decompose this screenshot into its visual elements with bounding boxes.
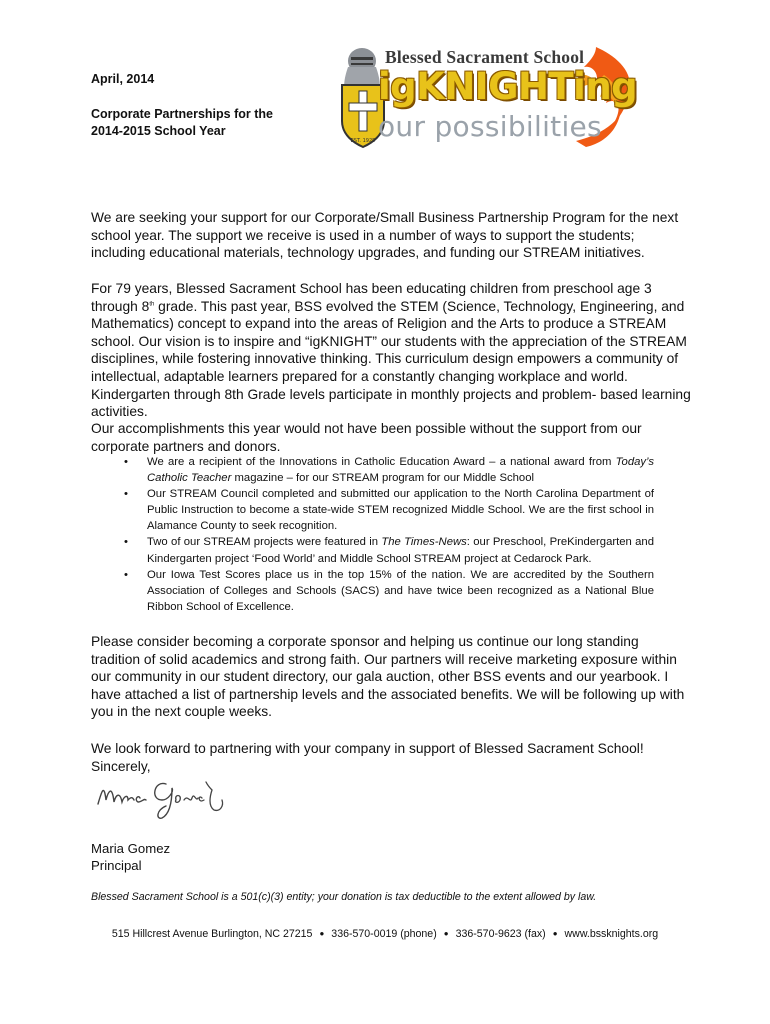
publication-name: The Times-News [381, 536, 467, 549]
valediction: Sincerely, [91, 758, 151, 774]
signer-name: Maria Gomez [91, 841, 171, 856]
sponsor-request-paragraph: Please consider becoming a corporate sponsor and helping us continue our long standing tradition of solid academics and strong faith. Our partners will receive marketing exposure within our community in our student directory, our gala auction, other BSS events and our yearbook. I have attached a list of partnership levels and the associated benefits. We will be following up with you in the next couple weeks. [91, 634, 685, 720]
letter-subject [91, 106, 331, 140]
list-item [124, 534, 654, 566]
separator-icon: ● [319, 929, 325, 938]
footer-website[interactable]: www.bssknights.org [564, 928, 659, 940]
logo-school-name: Blessed Sacrament School [385, 47, 585, 67]
list-item-text: magazine – for our STREAM program for our Middle School [231, 472, 534, 485]
logo-slogan-sub: our possibilities [378, 110, 602, 143]
shield-text: EST. 1925 [350, 138, 376, 144]
accomplishments-intro: Our accomplishments this year would not have been possible without the support from our corporate partners and donors. [91, 421, 642, 454]
footer-fax: 336-570-9623 (fax) [455, 928, 546, 940]
tax-note: Blessed Sacrament School is a 501(c)(3) entity; your donation is tax deductible to the extent allowed by law. [91, 891, 597, 903]
bullet-icon: • [124, 536, 128, 549]
history-paragraph [91, 280, 691, 421]
list-item [124, 567, 654, 615]
history-text-b: grade. This past year, BSS evolved the STEM (Science, Technology, Engineering, and Mathematics) concept to expand into the areas of Religion and the Arts to produce a STREAM school. Our vision is to inspire and “igKNIGHT” our students with the appreciation of the STREAM disciplines, while fostering innovative thinking. This curriculum design empowers a community of intellectual, adaptable learners prepared for a constantly changing workplace and world. Kindergarten through 8th Grade levels participate in monthly projects and problem- based learning activities. [91, 298, 691, 420]
subject-line-1: Corporate Partnerships for the [91, 107, 273, 121]
accomplishments-list [124, 454, 654, 615]
separator-icon: ● [552, 929, 558, 938]
bullet-icon: • [124, 456, 128, 468]
letter-date: April, 2014 [91, 72, 155, 86]
separator-icon: ● [443, 929, 449, 938]
footer-address: 515 Hillcrest Avenue Burlington, NC 27215 [111, 928, 313, 940]
bullet-icon: • [124, 488, 128, 501]
logo-slogan-main: igKNIGHTing [378, 65, 638, 108]
list-item-text: Our Iowa Test Scores place us in the top 15% of the nation. We are accredited by the Southern Association of Colleges and Schools (SACS) and have twice been recognized as a National Blue Ribbon School of Excellence. [147, 568, 654, 613]
footer-phone: 336-570-0019 (phone) [331, 928, 437, 940]
closing-line: We look forward to partnering with your company in support of Blessed Sacrament School! [91, 741, 644, 756]
history-text-a: For 79 years, Blessed Sacrament School has been educating children from preschool age 3 through 8 [91, 281, 652, 314]
publication-name: Today’s Catholic Teacher [147, 456, 654, 485]
subject-line-2: 2014-2015 School Year [91, 124, 226, 138]
list-item-text: We are a recipient of the Innovations in Catholic Education Award – a national award from [147, 456, 616, 468]
signer-title: Principal [91, 858, 142, 873]
list-item-text: Our STREAM Council completed and submitted our application to the North Carolina Department of Public Instruction to become a state-wide STEM recognized Middle School. We are the first school in Alamance County to seek recognition. [147, 488, 654, 533]
list-item [124, 454, 654, 486]
list-item [124, 486, 654, 534]
handwritten-signature [94, 770, 239, 822]
intro-paragraph: We are seeking your support for our Corporate/Small Business Partnership Program for the next school year. The support we receive is used in a number of ways to support the students; including educational materials, technology upgrades, and funding our STREAM initiatives. [91, 210, 679, 261]
list-item-text: Two of our STREAM projects were featured in [147, 536, 382, 549]
ordinal-suffix: th [149, 301, 155, 307]
footer-contact [0, 928, 770, 940]
list-item-text: : our Preschool, PreKindergarten and Kindergarten project ‘Food World’ and Middle School STREAM project at Cedarock Park. [147, 536, 655, 565]
bullet-icon: • [124, 568, 128, 581]
